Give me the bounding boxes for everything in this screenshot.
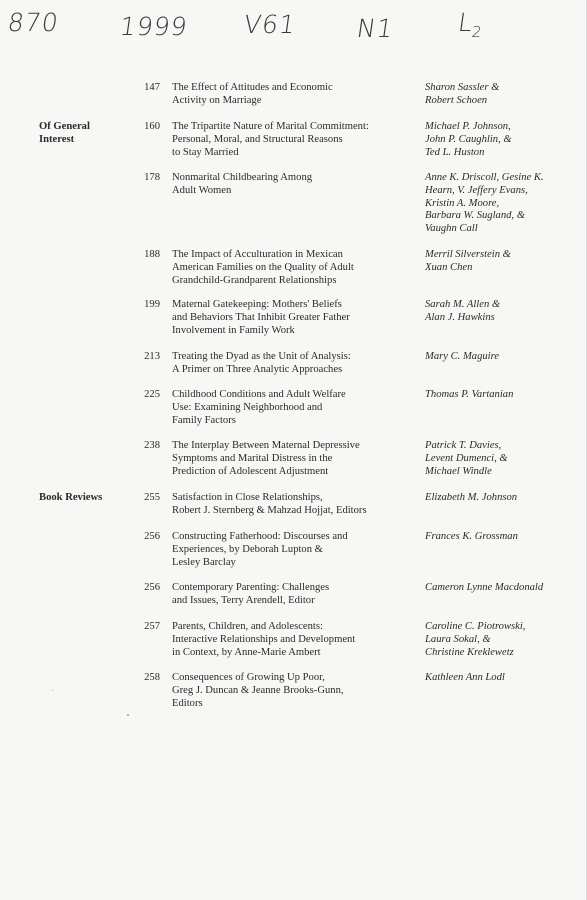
article-title-line: The Tripartite Nature of Marital Commitment: xyxy=(172,121,369,132)
author-line: John P. Caughlin, & xyxy=(425,133,512,145)
article-authors xyxy=(425,582,587,595)
author-line: Frances K. Grossman xyxy=(425,531,518,542)
author-line: Merril Silverstein & xyxy=(425,249,511,260)
article-title-line: Symptoms and Marital Distress in the xyxy=(172,452,333,464)
article-title-line: Lesley Barclay xyxy=(172,556,236,568)
scan-speck xyxy=(127,714,129,716)
author-line: Kathleen Ann Lodl xyxy=(425,672,505,683)
article-authors xyxy=(425,672,587,685)
page-number: 256 xyxy=(144,582,160,593)
article-authors xyxy=(425,621,587,659)
author-line: Robert Schoen xyxy=(425,94,488,106)
author-line: Cameron Lynne Macdonald xyxy=(425,582,544,593)
page-number: 225 xyxy=(144,389,160,400)
article-authors xyxy=(425,249,587,275)
article-authors xyxy=(425,351,587,364)
author-line: Sharon Sassler & xyxy=(425,82,500,93)
article-title-line: Editors xyxy=(172,697,203,709)
article-title-line: Prediction of Adolescent Adjustment xyxy=(172,465,329,477)
author-line: Laura Sokal, & xyxy=(425,633,491,645)
author-line: Elizabeth M. Johnson xyxy=(425,492,518,503)
article-authors xyxy=(425,531,587,544)
handwritten-call-number: 870 xyxy=(5,8,61,37)
author-line: Patrick T. Davies, xyxy=(425,440,502,451)
author-line: Kristin A. Moore, xyxy=(425,197,500,209)
page-number: 255 xyxy=(144,492,160,503)
handwritten-volume: V61 xyxy=(241,10,298,39)
handwritten-copy-sub: 2 xyxy=(470,23,484,41)
article-title-line: Interactive Relationships and Development xyxy=(172,633,356,645)
page-number: 258 xyxy=(144,672,160,683)
article-title-line: Constructing Fatherhood: Discourses and xyxy=(172,531,348,542)
handwritten-copy xyxy=(456,8,486,41)
article-title-line: Satisfaction in Close Relationships, xyxy=(172,492,323,503)
section-label-general-interest xyxy=(39,121,129,147)
page-number: 178 xyxy=(144,172,160,183)
article-title-line: Adult Women xyxy=(172,184,232,196)
article-authors xyxy=(425,492,587,505)
page-number: 160 xyxy=(144,121,160,132)
author-line: Barbara W. Sugland, & xyxy=(425,210,525,222)
author-line: Michael P. Johnson, xyxy=(425,121,511,132)
article-title-line: Greg J. Duncan & Jeanne Brooks-Gunn, xyxy=(172,684,344,696)
article-title-line: Activity on Marriage xyxy=(172,94,262,106)
article-title xyxy=(172,172,417,198)
article-title xyxy=(172,531,417,569)
article-authors xyxy=(425,389,587,402)
article-title-line: and Behaviors That Inhibit Greater Father xyxy=(172,311,350,323)
article-title xyxy=(172,672,417,710)
author-line: Xuan Chen xyxy=(425,261,473,273)
article-title-line: The Interplay Between Maternal Depressive xyxy=(172,440,360,451)
article-title-line: Treating the Dyad as the Unit of Analysis: xyxy=(172,351,351,362)
author-line: Ted L. Huston xyxy=(425,146,485,158)
handwritten-number: N1 xyxy=(354,14,396,43)
section-label-line: Of General xyxy=(39,121,90,132)
article-authors xyxy=(425,299,587,325)
article-title-line: Grandchild-Grandparent Relationships xyxy=(172,274,337,286)
author-line: Vaughn Call xyxy=(425,223,478,235)
article-title-line: The Effect of Attitudes and Economic xyxy=(172,82,333,93)
article-title xyxy=(172,121,417,159)
article-title xyxy=(172,389,417,427)
author-line: Anne K. Driscoll, Gesine K. xyxy=(425,172,544,183)
article-title xyxy=(172,440,417,478)
article-title xyxy=(172,582,417,608)
scan-speck xyxy=(52,690,53,691)
article-title-line: Family Factors xyxy=(172,414,236,426)
article-authors xyxy=(425,172,587,236)
article-title xyxy=(172,621,417,659)
article-title-line: Childhood Conditions and Adult Welfare xyxy=(172,389,346,400)
article-title-line: Personal, Moral, and Structural Reasons xyxy=(172,133,343,145)
author-line: Michael Windle xyxy=(425,465,492,477)
article-title xyxy=(172,492,417,518)
article-title-line: Nonmarital Childbearing Among xyxy=(172,172,313,183)
article-title-line: in Context, by Anne-Marie Ambert xyxy=(172,646,321,658)
section-label-book-reviews xyxy=(39,492,129,505)
section-label-line: Book Reviews xyxy=(39,492,103,503)
author-line: Christine Kreklewetz xyxy=(425,646,514,658)
author-line: Levent Dumenci, & xyxy=(425,452,508,464)
article-title-line: Maternal Gatekeeping: Mothers' Beliefs xyxy=(172,299,342,310)
article-title xyxy=(172,82,417,108)
page-number: 238 xyxy=(144,440,160,451)
article-title-line: Robert J. Sternberg & Mahzad Hojjat, Editors xyxy=(172,504,367,516)
article-title-line: Parents, Children, and Adolescents: xyxy=(172,621,323,632)
page-number: 199 xyxy=(144,299,160,310)
article-title-line: Use: Examining Neighborhood and xyxy=(172,401,323,413)
article-title-line: to Stay Married xyxy=(172,146,239,158)
article-title xyxy=(172,299,417,337)
article-title-line: Involvement in Family Work xyxy=(172,324,295,336)
article-title-line: Consequences of Growing Up Poor, xyxy=(172,672,325,683)
article-authors xyxy=(425,440,587,478)
article-title-line: A Primer on Three Analytic Approaches xyxy=(172,363,343,375)
author-line: Caroline C. Piotrowski, xyxy=(425,621,526,632)
page-number: 257 xyxy=(144,621,160,632)
handwritten-year: 1999 xyxy=(117,12,190,41)
handwritten-annotation xyxy=(0,2,587,46)
article-authors xyxy=(425,121,587,159)
page-number: 256 xyxy=(144,531,160,542)
author-line: Sarah M. Allen & xyxy=(425,299,501,310)
article-title-line: Contemporary Parenting: Challenges xyxy=(172,582,330,593)
article-title-line: and Issues, Terry Arendell, Editor xyxy=(172,594,315,606)
article-title-line: American Families on the Quality of Adult xyxy=(172,261,354,273)
author-line: Thomas P. Vartanian xyxy=(425,389,514,400)
author-line: Alan J. Hawkins xyxy=(425,311,495,323)
handwritten-copy-letter: L xyxy=(456,8,476,37)
article-title-line: Experiences, by Deborah Lupton & xyxy=(172,543,323,555)
section-label-line: Interest xyxy=(39,133,75,145)
article-title xyxy=(172,249,417,287)
page-number: 188 xyxy=(144,249,160,260)
author-line: Mary C. Maguire xyxy=(425,351,500,362)
page-number: 213 xyxy=(144,351,160,362)
page-number: 147 xyxy=(144,82,160,93)
article-authors xyxy=(425,82,587,108)
article-title-line: The Impact of Acculturation in Mexican xyxy=(172,249,343,260)
article-title xyxy=(172,351,417,377)
author-line: Hearn, V. Jeffery Evans, xyxy=(425,184,528,196)
